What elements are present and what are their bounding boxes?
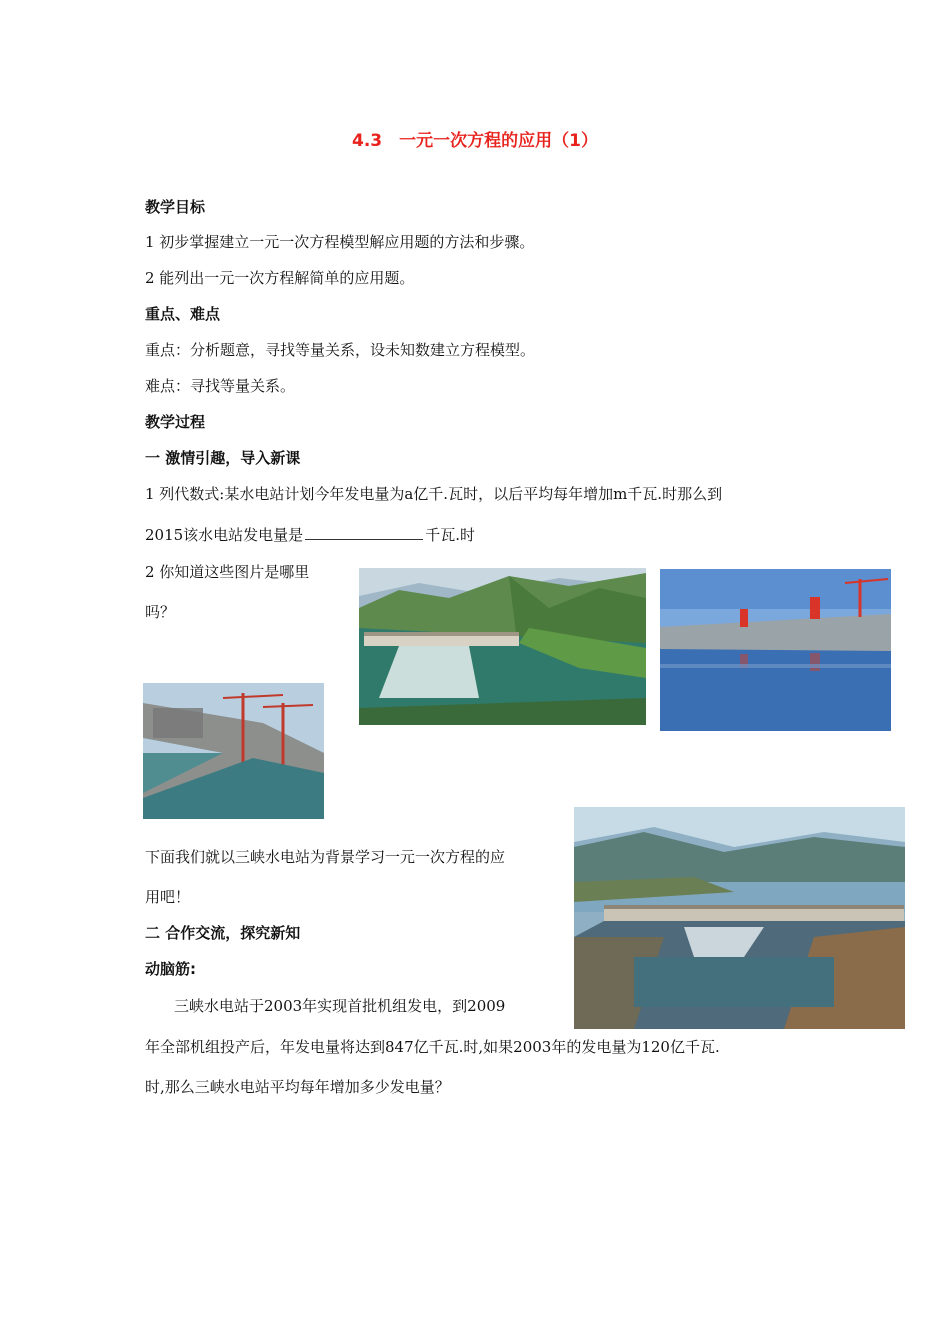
key-point: 重点：分析题意，寻找等量关系，设未知数建立方程模型。 <box>145 341 536 359</box>
goal-1: 1 初步掌握建立一元一次方程模型解应用题的方法和步骤。 <box>145 233 535 251</box>
problem-line-1: 三峡水电站于2003年实现首批机组发电，到2009 <box>174 997 506 1015</box>
goals-heading: 教学目标 <box>145 198 206 216</box>
three-gorges-aerial-photo <box>574 807 905 1029</box>
question-1-line-2 <box>145 524 475 545</box>
question-2-line-2: 吗？ <box>145 603 176 621</box>
process-heading: 教学过程 <box>145 413 206 431</box>
three-gorges-dam-gorge-photo <box>359 568 646 725</box>
problem-line-3: 时,那么三峡水电站平均每年增加多少发电量？ <box>145 1078 450 1096</box>
dam-construction-cranes-photo <box>143 683 324 819</box>
part2-heading: 二 合作交流，探究新知 <box>145 924 301 942</box>
intro-line-1: 下面我们就以三峡水电站为背景学习一元一次方程的应 <box>145 848 506 866</box>
key-heading: 重点、难点 <box>145 305 221 323</box>
question-1-prefix: 2015该水电站发电量是 <box>145 526 304 544</box>
problem-line-2: 年全部机组投产后，年发电量将达到847亿千瓦.时,如果2003年的发电量为120亿千瓦. <box>145 1038 720 1056</box>
intro-line-2: 用吧！ <box>145 888 191 906</box>
difficulty: 难点：寻找等量关系。 <box>145 377 296 395</box>
question-1-line-1: 1 列代数式:某水电站计划今年发电量为a亿千.瓦时，以后平均每年增加m千瓦.时那么到 <box>145 485 723 503</box>
part1-heading: 一 激情引趣，导入新课 <box>145 449 301 467</box>
dam-wall-reflection-photo <box>660 569 891 731</box>
answer-blank <box>305 525 423 540</box>
brain-heading: 动脑筋: <box>145 960 196 978</box>
question-2-line-1: 2 你知道这些图片是哪里 <box>145 563 310 581</box>
page-title: 4.3 一元一次方程的应用（1） <box>352 131 598 151</box>
question-1-suffix: 千瓦.时 <box>425 526 475 544</box>
goal-2: 2 能列出一元一次方程解简单的应用题。 <box>145 269 415 287</box>
